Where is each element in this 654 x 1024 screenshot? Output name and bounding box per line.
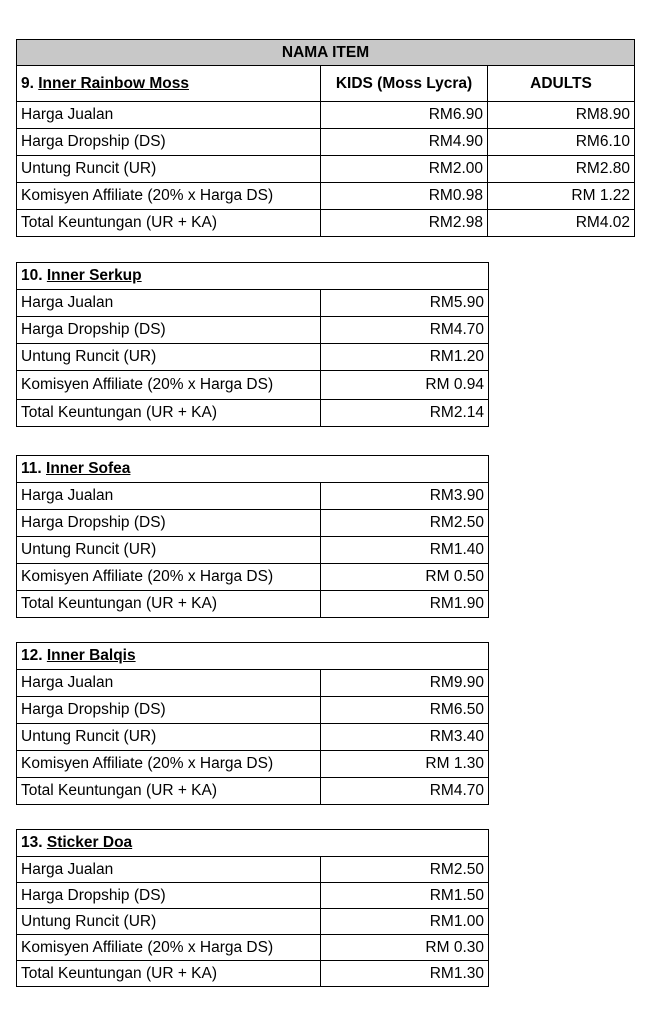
table-row — [17, 102, 635, 129]
row-label: Total Keuntungan (UR + KA) — [17, 591, 321, 618]
row-label: Komisyen Affiliate (20% x Harga DS) — [17, 371, 321, 400]
table-row — [17, 935, 489, 961]
kids-value: RM4.90 — [321, 129, 488, 156]
table-title-row — [17, 643, 489, 670]
table-row — [17, 483, 489, 510]
row-label: Harga Jualan — [17, 290, 321, 317]
item-number: 10. — [21, 267, 43, 285]
item-number: 13. — [21, 834, 43, 852]
table-title-row — [17, 263, 489, 290]
kids-value: RM2.98 — [321, 210, 488, 237]
row-value: RM5.90 — [321, 290, 489, 317]
row-label: Untung Runcit (UR) — [17, 156, 321, 183]
table-row — [17, 909, 489, 935]
table-row — [17, 210, 635, 237]
row-value: RM2.14 — [321, 400, 489, 427]
row-value: RM2.50 — [321, 510, 489, 537]
row-value: RM 0.50 — [321, 564, 489, 591]
table-row — [17, 371, 489, 400]
column-header-adults: ADULTS — [488, 66, 635, 102]
table-row — [17, 400, 489, 427]
price-table-11 — [16, 455, 489, 618]
row-value: RM 0.30 — [321, 935, 489, 961]
row-value: RM1.20 — [321, 344, 489, 371]
row-label: Harga Jualan — [17, 483, 321, 510]
row-value: RM1.00 — [321, 909, 489, 935]
item-title — [17, 263, 489, 290]
row-label: Komisyen Affiliate (20% x Harga DS) — [17, 183, 321, 210]
table-row — [17, 317, 489, 344]
price-table-10 — [16, 262, 489, 427]
table-row — [17, 290, 489, 317]
row-label: Harga Jualan — [17, 857, 321, 883]
row-value: RM4.70 — [321, 778, 489, 805]
item-name: Inner Rainbow Moss — [38, 74, 189, 92]
table-row — [17, 883, 489, 909]
row-label: Untung Runcit (UR) — [17, 724, 321, 751]
header-title: NAMA ITEM — [17, 40, 635, 66]
table-row — [17, 156, 635, 183]
price-table-9 — [16, 39, 635, 237]
table-row — [17, 697, 489, 724]
table-row — [17, 961, 489, 987]
item-title — [17, 830, 489, 857]
kids-value: RM6.90 — [321, 102, 488, 129]
table-title-row — [17, 456, 489, 483]
item-name: Sticker Doa — [46, 834, 133, 852]
table-title-row — [17, 830, 489, 857]
table-row — [17, 183, 635, 210]
row-label: Total Keuntungan (UR + KA) — [17, 778, 321, 805]
item-title — [17, 66, 321, 102]
table-row — [17, 591, 489, 618]
row-value: RM1.40 — [321, 537, 489, 564]
item-number: 9. — [21, 74, 34, 92]
row-label: Harga Dropship (DS) — [17, 129, 321, 156]
row-value: RM3.90 — [321, 483, 489, 510]
adults-value: RM 1.22 — [488, 183, 635, 210]
item-name: Inner Serkup — [46, 267, 142, 285]
row-value: RM9.90 — [321, 670, 489, 697]
row-label: Total Keuntungan (UR + KA) — [17, 400, 321, 427]
row-label: Komisyen Affiliate (20% x Harga DS) — [17, 751, 321, 778]
table-row — [17, 129, 635, 156]
price-table-12 — [16, 642, 489, 805]
price-table-13 — [16, 829, 489, 987]
table-row — [17, 857, 489, 883]
row-label: Komisyen Affiliate (20% x Harga DS) — [17, 564, 321, 591]
row-value: RM6.50 — [321, 697, 489, 724]
row-label: Untung Runcit (UR) — [17, 344, 321, 371]
adults-value: RM4.02 — [488, 210, 635, 237]
table-row — [17, 537, 489, 564]
table-row — [17, 564, 489, 591]
row-label: Total Keuntungan (UR + KA) — [17, 210, 321, 237]
row-label: Untung Runcit (UR) — [17, 537, 321, 564]
row-label: Untung Runcit (UR) — [17, 909, 321, 935]
row-label: Komisyen Affiliate (20% x Harga DS) — [17, 935, 321, 961]
item-number: 12. — [21, 647, 43, 665]
table-title-row — [17, 66, 635, 102]
row-label: Harga Dropship (DS) — [17, 317, 321, 344]
table-row — [17, 344, 489, 371]
row-label: Harga Dropship (DS) — [17, 697, 321, 724]
adults-value: RM6.10 — [488, 129, 635, 156]
kids-value: RM0.98 — [321, 183, 488, 210]
kids-value: RM2.00 — [321, 156, 488, 183]
item-title — [17, 456, 489, 483]
row-value: RM3.40 — [321, 724, 489, 751]
row-value: RM 0.94 — [321, 371, 489, 400]
table-row — [17, 778, 489, 805]
row-label: Total Keuntungan (UR + KA) — [17, 961, 321, 987]
item-number: 11. — [21, 460, 42, 478]
row-label: Harga Jualan — [17, 102, 321, 129]
row-label: Harga Jualan — [17, 670, 321, 697]
row-value: RM 1.30 — [321, 751, 489, 778]
row-value: RM1.50 — [321, 883, 489, 909]
table-header-bar — [17, 40, 635, 66]
table-row — [17, 670, 489, 697]
column-header-kids: KIDS (Moss Lycra) — [321, 66, 488, 102]
table-row — [17, 751, 489, 778]
row-value: RM2.50 — [321, 857, 489, 883]
row-value: RM1.90 — [321, 591, 489, 618]
adults-value: RM2.80 — [488, 156, 635, 183]
item-name: Inner Sofea — [46, 460, 131, 478]
row-value: RM4.70 — [321, 317, 489, 344]
row-value: RM1.30 — [321, 961, 489, 987]
row-label: Harga Dropship (DS) — [17, 510, 321, 537]
item-name: Inner Balqis — [46, 647, 136, 665]
table-row — [17, 724, 489, 751]
row-label: Harga Dropship (DS) — [17, 883, 321, 909]
table-row — [17, 510, 489, 537]
adults-value: RM8.90 — [488, 102, 635, 129]
item-title — [17, 643, 489, 670]
